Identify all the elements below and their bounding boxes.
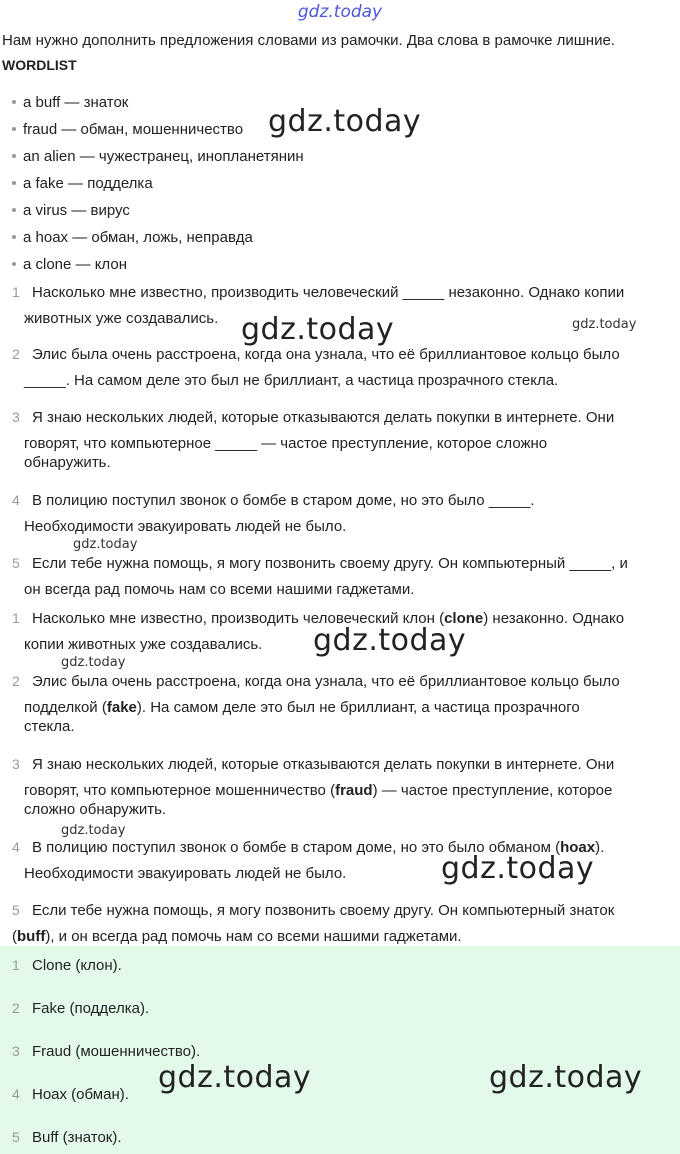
answer-item: 4 Hoax (обман). <box>12 1086 129 1103</box>
answer-item: 2 Fake (подделка). <box>12 1000 150 1017</box>
answer-item: 1 Clone (клон). <box>12 957 122 974</box>
watermark: gdz.today <box>441 851 595 886</box>
watermark: gdz.today <box>572 317 637 332</box>
watermark: gdz.today <box>158 1060 312 1095</box>
filled-item: 5 Если тебе нужна помощь, я могу позвонить своему другу. Он компьютерный знаток (buff), и он всегда рад помочь нам со всеми нашими гаджетами. <box>12 902 615 945</box>
watermark: gdz.today <box>61 655 126 670</box>
bullet-icon <box>12 100 16 104</box>
task-item: 2 Элис была очень расстроена, когда она узнала, что её бриллиантовое кольцо было _____. На самом деле это был не бриллиант, а частица прозрачного стекла. <box>12 346 620 389</box>
bullet-icon <box>12 181 16 185</box>
header-watermark: gdz.today <box>297 2 383 22</box>
bullet-icon <box>12 154 16 158</box>
watermark: gdz.today <box>489 1060 643 1095</box>
watermark: gdz.today <box>268 104 422 139</box>
wordlist-title: WORDLIST <box>2 57 77 73</box>
watermark: gdz.today <box>313 623 467 658</box>
filled-item: 2 Элис была очень расстроена, когда она узнала, что её бриллиантовое кольцо было подделкой (fake). На самом деле это был не бриллиант, а частица прозрачного стекла. <box>12 673 620 735</box>
wordlist-item: a clone — клон <box>12 256 127 273</box>
filled-item: 1 Насколько мне известно, производить человеческий клон (clone) незаконно. Однако копии животных уже создавались. <box>12 610 625 653</box>
wordlist-item: a buff — знаток <box>12 94 128 111</box>
watermark: gdz.today <box>241 312 395 347</box>
task-intro: Нам нужно дополнить предложения словами из рамочки. Два слова в рамочке лишние. <box>2 32 615 49</box>
filled-item: 3 Я знаю нескольких людей, которые отказываются делать покупки в интернете. Они говорят, что компьютерное мошенничество (fraud) — частое преступление, которое сложно обнаружить. <box>12 756 615 818</box>
task-item: 1 Насколько мне известно, производить человеческий _____ незаконно. Однако копии животных уже создавались. <box>12 284 625 327</box>
answer-item: 3 Fraud (мошенничество). <box>12 1043 201 1060</box>
watermark: gdz.today <box>61 823 126 838</box>
task-item: 3 Я знаю нескольких людей, которые отказываются делать покупки в интернете. Они говорят, что компьютерное _____ — частое преступление, которое сложно обнаружить. <box>12 409 615 471</box>
task-item: 5 Если тебе нужна помощь, я могу позвонить своему другу. Он компьютерный _____, и он всегда рад помочь нам со всеми нашими гаджетами. <box>12 555 628 598</box>
watermark: gdz.today <box>73 537 138 552</box>
wordlist-item: fraud — обман, мошенничество <box>12 121 243 138</box>
filled-item: 4 В полицию поступил звонок о бомбе в старом доме, но это было обманом (hoax). Необходимости эвакуировать людей не было. <box>12 839 605 882</box>
bullet-icon <box>12 127 16 131</box>
wordlist-item: an alien — чужестранец, инопланетянин <box>12 148 304 165</box>
bullet-icon <box>12 208 16 212</box>
bullet-icon <box>12 235 16 239</box>
bullet-icon <box>12 262 16 266</box>
wordlist-item: a fake — подделка <box>12 175 153 192</box>
wordlist-item: a hoax — обман, ложь, неправда <box>12 229 253 246</box>
wordlist-item: a virus — вирус <box>12 202 130 219</box>
answer-item: 5 Buff (знаток). <box>12 1129 122 1146</box>
task-item: 4 В полицию поступил звонок о бомбе в старом доме, но это было _____. Необходимости эвакуировать людей не было. <box>12 492 535 535</box>
